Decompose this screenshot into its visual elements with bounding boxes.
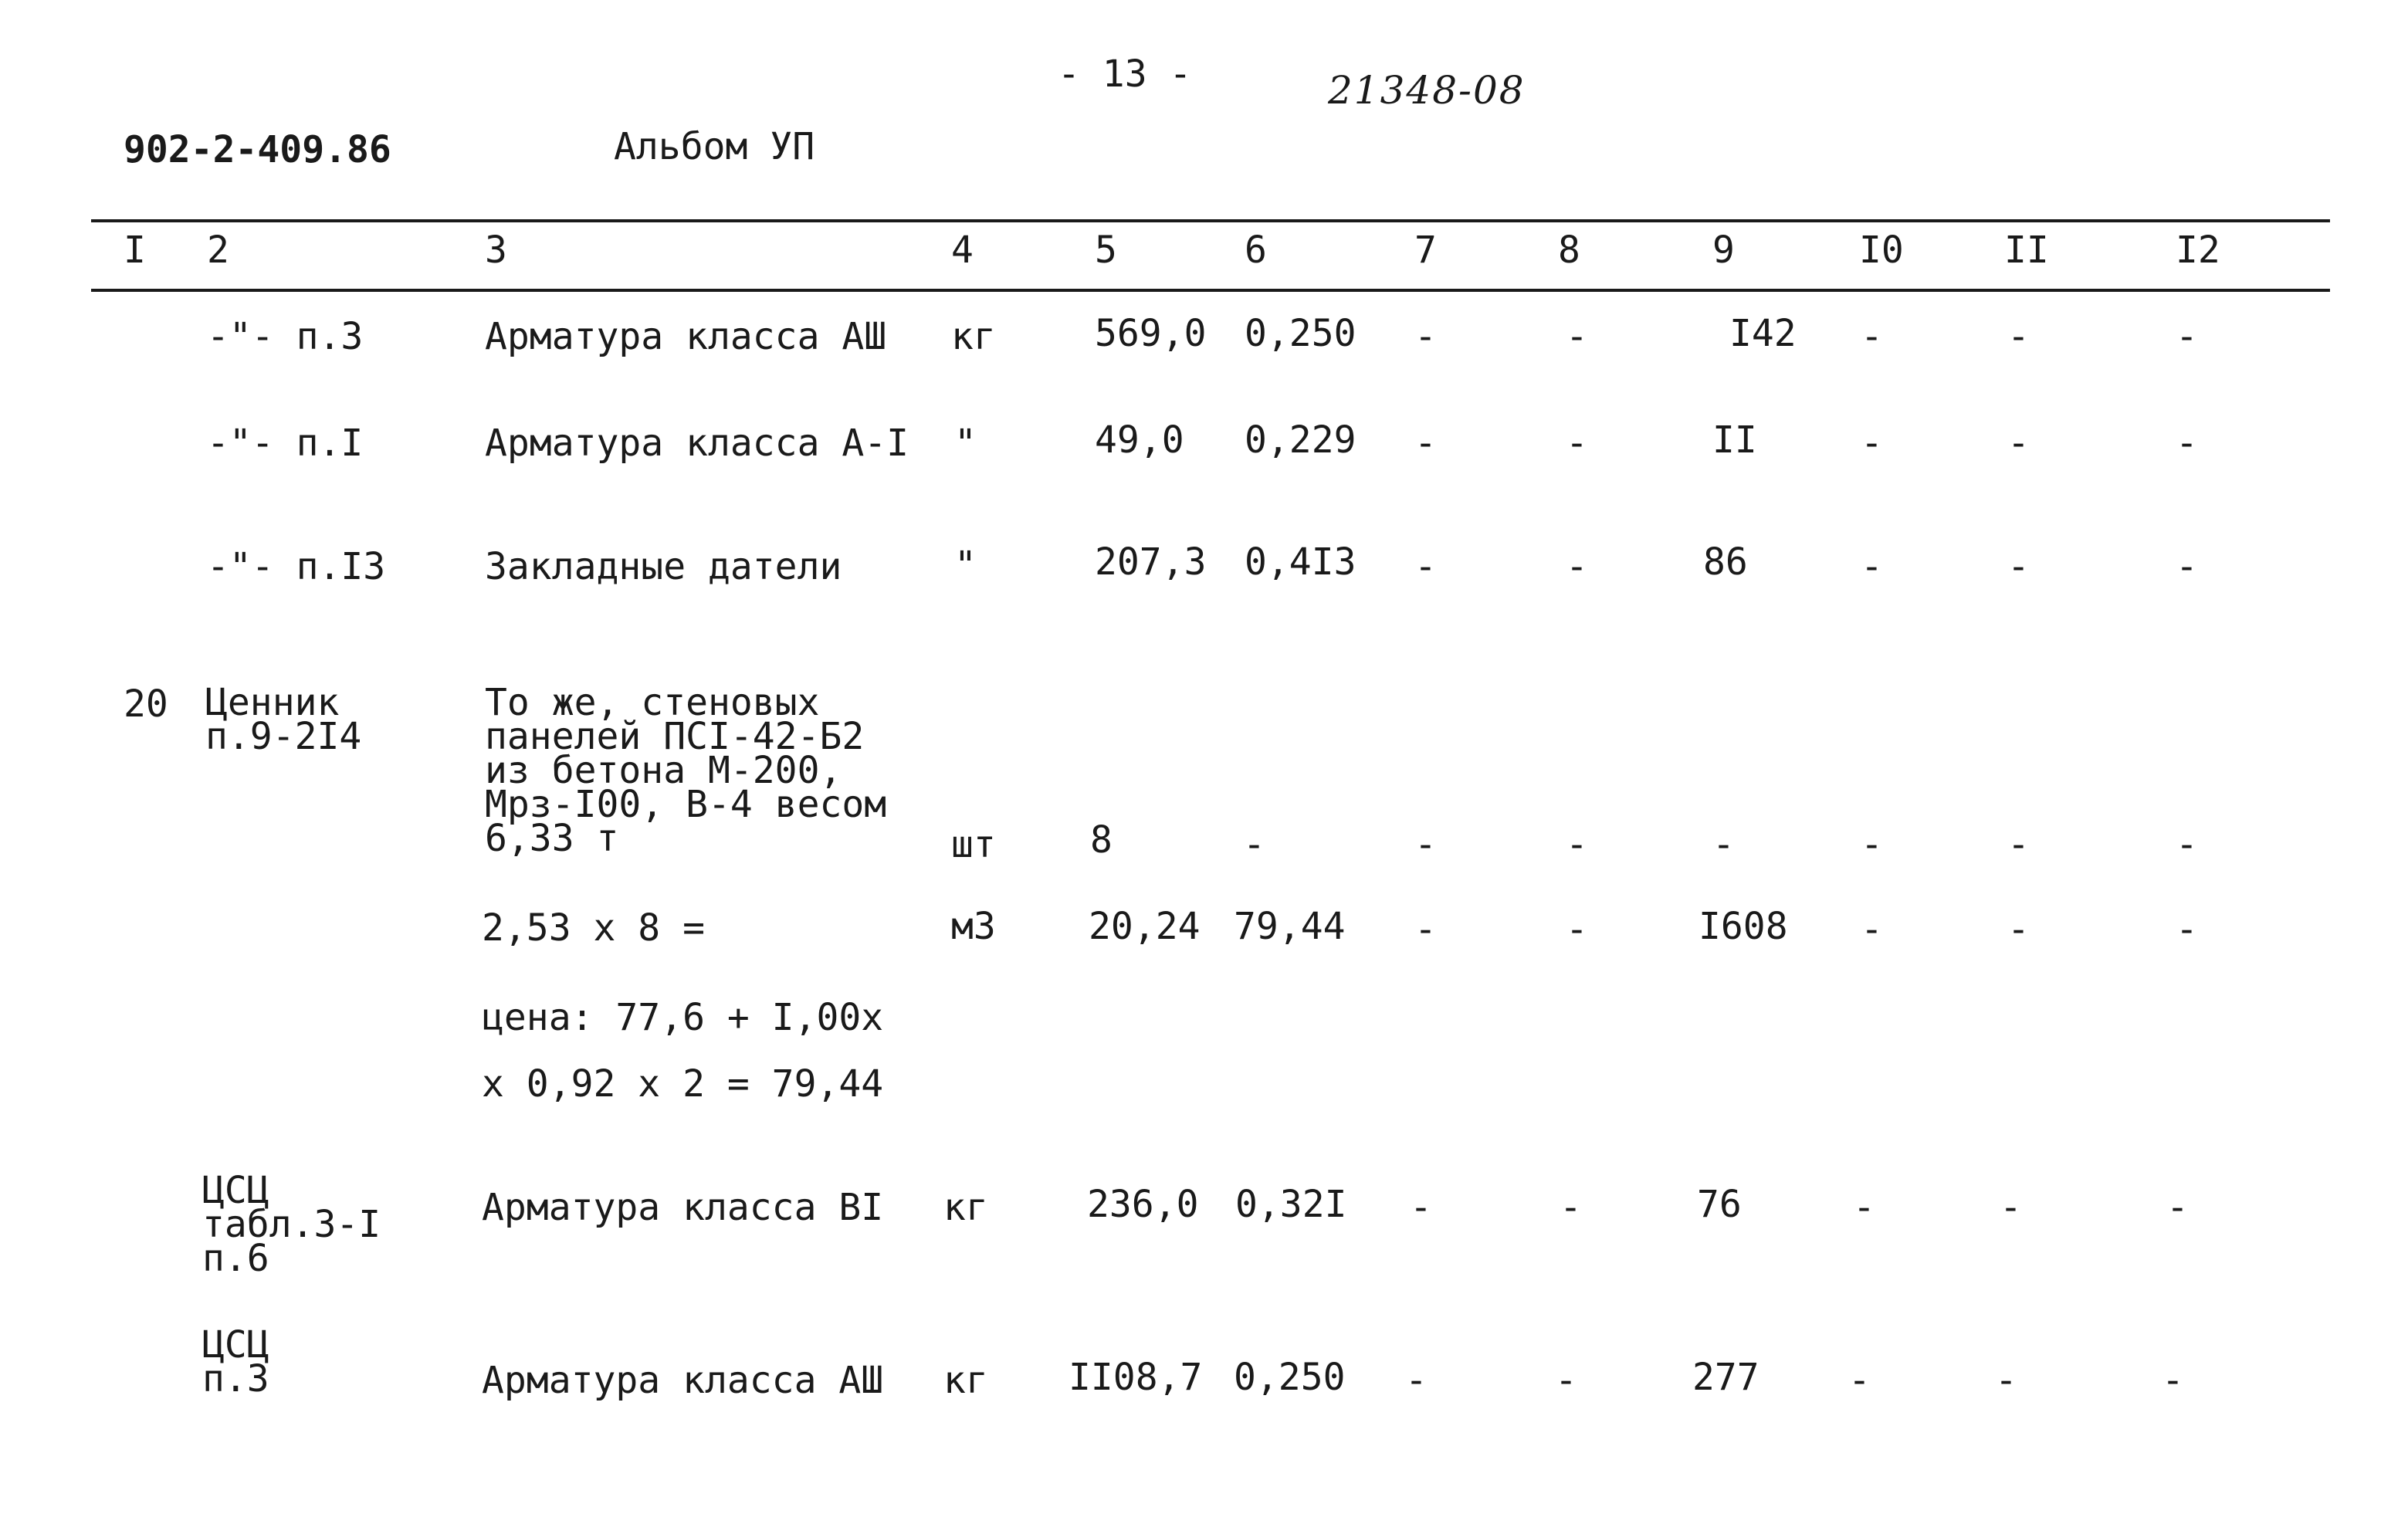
source-ref: Ценник п.9-2I4 (205, 681, 362, 758)
header-bottom-rule (91, 289, 2330, 292)
quantity: 20,24 (1089, 905, 1201, 948)
unit-price: - (1243, 823, 1265, 866)
column-header: 8 (1558, 229, 1580, 272)
quantity: 236,0 (1087, 1183, 1199, 1226)
unit-price: 0,229 (1245, 418, 1356, 462)
description: Закладные датели (485, 545, 842, 588)
quantity: 569,0 (1095, 312, 1207, 355)
price-calculation-line: цена: 77,6 + I,00x (482, 996, 884, 1039)
column-header: 4 (951, 229, 974, 272)
table-top-rule (91, 219, 2330, 222)
column-header: 7 (1414, 229, 1437, 272)
handwritten-stamp: 21348-08 (1328, 68, 1526, 113)
price-calculation-line: x 0,92 x 2 = 79,44 (482, 1062, 884, 1106)
col-7: - (1414, 422, 1437, 465)
document-code: 902-2-409.86 (124, 128, 391, 171)
column-header: 5 (1095, 229, 1117, 272)
col-7: - (1414, 545, 1437, 588)
col-12: - (2166, 1186, 2189, 1229)
total: I608 (1698, 905, 1788, 948)
col-7: - (1414, 908, 1437, 951)
description: 2,53 x 8 = (482, 906, 705, 950)
col-8: - (1566, 545, 1588, 588)
unit-price: 0,32I (1235, 1183, 1347, 1226)
col-11: - (2007, 422, 2030, 465)
col-10: - (1861, 908, 1883, 951)
col-8: - (1566, 908, 1588, 951)
col-7: - (1414, 823, 1437, 866)
description: Арматура класса АШ (482, 1359, 884, 1402)
quantity: 49,0 (1095, 418, 1184, 462)
col-7: - (1410, 1186, 1432, 1229)
description: Арматура класса BI (482, 1186, 884, 1229)
total: I42 (1729, 312, 1797, 355)
col-10: - (1848, 1359, 1871, 1402)
unit: кг (943, 1186, 988, 1229)
unit-price: 0,4I3 (1245, 540, 1356, 584)
col-11: - (2007, 545, 2030, 588)
col-10: - (1861, 422, 1883, 465)
total: II (1712, 418, 1757, 462)
column-header: I0 (1859, 229, 1904, 272)
unit: шт (951, 823, 996, 866)
description: То же, стеновых панелей ПСI-42-Б2 из бетона М-200, Мрз-I00, В-4 весом 6,33 т (485, 681, 887, 860)
col-8: - (1566, 315, 1588, 358)
total: 86 (1703, 540, 1748, 584)
column-header: 6 (1245, 229, 1267, 272)
album-label: Альбом УП (614, 125, 815, 168)
col-7: - (1414, 315, 1437, 358)
col-10: - (1853, 1186, 1875, 1229)
unit: м3 (951, 905, 996, 948)
total: 277 (1692, 1356, 1759, 1399)
total: - (1712, 823, 1735, 866)
col-8: - (1555, 1359, 1577, 1402)
col-11: - (1995, 1359, 2017, 1402)
col-12: - (2176, 823, 2198, 866)
quantity: II08,7 (1069, 1356, 1203, 1399)
source-ref: -"- п.3 (207, 315, 364, 358)
page-number: - 13 - (1058, 52, 1192, 96)
source-ref: ЦСЦ п.3 (202, 1323, 269, 1401)
col-11: - (2007, 908, 2030, 951)
unit-price: 0,250 (1245, 312, 1356, 355)
total: 76 (1697, 1183, 1742, 1226)
column-header: II (2004, 229, 2049, 272)
quantity: 8 (1090, 818, 1113, 862)
unit-price: 79,44 (1234, 905, 1346, 948)
col-10: - (1861, 823, 1883, 866)
col-11: - (2000, 1186, 2022, 1229)
source-ref: -"- п.I3 (207, 545, 386, 588)
item-number: 20 (124, 682, 168, 726)
col-12: - (2176, 545, 2198, 588)
description: Арматура класса АШ (485, 315, 887, 358)
col-10: - (1861, 315, 1883, 358)
col-8: - (1566, 422, 1588, 465)
column-header: I2 (2176, 229, 2220, 272)
col-11: - (2007, 823, 2030, 866)
source-ref: ЦСЦ табл.3-I п.6 (202, 1169, 381, 1280)
col-8: - (1560, 1186, 1582, 1229)
col-11: - (2007, 315, 2030, 358)
unit: " (954, 544, 977, 587)
quantity: 207,3 (1095, 540, 1207, 584)
col-10: - (1861, 545, 1883, 588)
column-header: 9 (1712, 229, 1735, 272)
description: Арматура класса А-I (485, 422, 909, 465)
column-header: 3 (485, 229, 507, 272)
col-12: - (2176, 908, 2198, 951)
unit: кг (951, 315, 996, 358)
col-7: - (1405, 1359, 1428, 1402)
column-header: 2 (207, 229, 229, 272)
unit: " (954, 422, 977, 465)
col-12: - (2176, 422, 2198, 465)
unit-price: 0,250 (1234, 1356, 1346, 1399)
col-12: - (2176, 315, 2198, 358)
unit: кг (943, 1359, 988, 1402)
source-ref: -"- п.I (207, 422, 364, 465)
column-header: I (124, 229, 146, 272)
col-12: - (2162, 1359, 2184, 1402)
col-8: - (1566, 823, 1588, 866)
